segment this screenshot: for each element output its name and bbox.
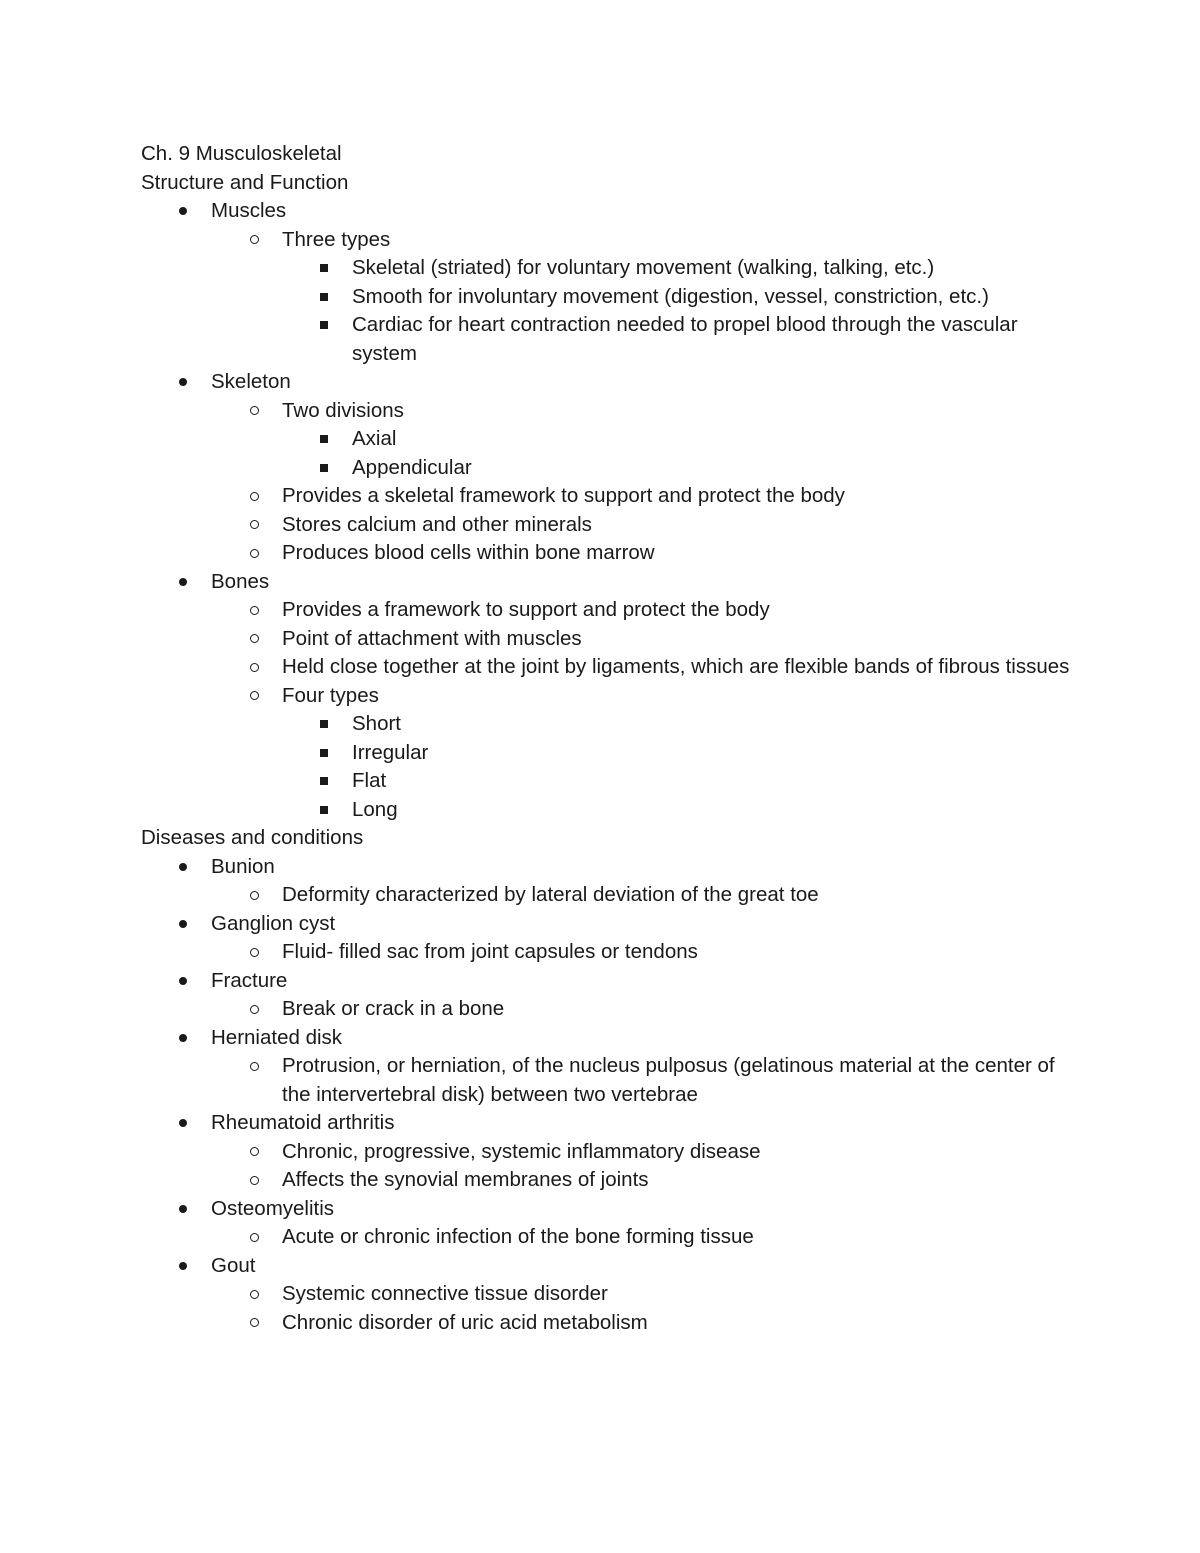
list-item-label: Point of attachment with muscles (282, 626, 582, 650)
bullet-square-icon (316, 254, 332, 283)
bullet-disc-icon (175, 197, 191, 226)
list-item (141, 197, 1081, 226)
list-item-label: Axial (352, 427, 397, 450)
bullet-square-icon (316, 767, 332, 796)
list-item (141, 625, 1081, 654)
bullet-circle-icon (246, 625, 262, 654)
bullet-circle-icon (246, 1138, 262, 1167)
list-item-label: Produces blood cells within bone marrow (282, 541, 655, 564)
list-item (141, 1280, 1081, 1309)
list-item-label: Ganglion cyst (211, 911, 336, 935)
list-item (141, 710, 1081, 739)
list-item-label: Rheumatoid arthritis (211, 1111, 395, 1134)
list-item (141, 226, 1081, 255)
bullet-square-icon (316, 739, 332, 768)
list-item-label: Herniated disk (211, 1025, 343, 1049)
list-item-label: Fluid- filled sac from joint capsules or tendons (282, 940, 698, 963)
list-item-label: Two divisions (282, 398, 404, 422)
list-item-label: Flat (352, 769, 387, 792)
list-item (141, 1252, 1081, 1281)
bullet-disc-icon (175, 910, 191, 939)
list-item-label: Affects the synovial membranes of joints (282, 1168, 649, 1191)
list-item (141, 254, 1081, 283)
list-item-label: Osteomyelitis (211, 1196, 335, 1220)
list-item-label: Deformity characterized by lateral deviation of the great toe (282, 883, 819, 906)
bullet-disc-icon (175, 967, 191, 996)
list-item-label: Muscles (211, 199, 287, 222)
bullet-circle-icon (246, 226, 262, 255)
bullet-disc-icon (175, 568, 191, 597)
bullet-disc-icon (175, 1195, 191, 1224)
list-item (141, 767, 1081, 796)
list-item (141, 511, 1081, 540)
list-item (141, 1166, 1081, 1195)
bullet-disc-icon (175, 1252, 191, 1281)
list-item (141, 910, 1081, 939)
bullet-circle-icon (246, 653, 262, 682)
list-item (141, 739, 1081, 768)
bullet-circle-icon (246, 881, 262, 910)
list-item-label: Stores calcium and other minerals (282, 512, 592, 536)
list-item-label: Gout (211, 1253, 256, 1277)
list-item (141, 482, 1081, 511)
list-item (141, 653, 1081, 682)
list-item (141, 311, 1081, 368)
list-item-label: Irregular (352, 740, 429, 764)
list-item-label: Cardiac for heart contraction needed to propel blood through the vascular system (352, 313, 1018, 365)
list-item (141, 995, 1081, 1024)
list-item (141, 1024, 1081, 1053)
list-item-label: Provides a skeletal framework to support and protect the body (282, 484, 845, 507)
bullet-circle-icon (246, 1052, 262, 1081)
list-item (141, 796, 1081, 825)
list-item (141, 853, 1081, 882)
list-item (141, 938, 1081, 967)
list-item (141, 1109, 1081, 1138)
bullet-circle-icon (246, 511, 262, 540)
list-item (141, 881, 1081, 910)
list-item (141, 454, 1081, 483)
list-item (141, 596, 1081, 625)
bullet-square-icon (316, 283, 332, 312)
list-item-label: Skeleton (211, 370, 291, 393)
bullet-circle-icon (246, 995, 262, 1024)
section-heading: Structure and Function (141, 170, 349, 194)
document-title: Ch. 9 Musculoskeletal (141, 142, 342, 165)
bullet-disc-icon (175, 1024, 191, 1053)
list-item (141, 425, 1081, 454)
list-item-label: Fracture (211, 968, 288, 992)
section-heading: Diseases and conditions (141, 826, 364, 849)
list-item-label: Bunion (211, 854, 275, 878)
bullet-square-icon (316, 425, 332, 454)
list-item (141, 283, 1081, 312)
bullet-square-icon (316, 454, 332, 483)
list-item-label: Skeletal (striated) for voluntary movement (walking, talking, etc.) (352, 256, 935, 279)
list-item (141, 1138, 1081, 1167)
list-item-label: Bones (211, 569, 270, 593)
bullet-circle-icon (246, 682, 262, 711)
bullet-circle-icon (246, 1280, 262, 1309)
bullet-square-icon (316, 796, 332, 825)
bullet-circle-icon (246, 397, 262, 426)
list-item-label: Acute or chronic infection of the bone forming tissue (282, 1225, 754, 1248)
list-item-label: Held close together at the joint by ligaments, which are flexible bands of fibrous tissues (282, 655, 1070, 678)
list-item-label: Chronic disorder of uric acid metabolism (282, 1310, 648, 1334)
list-item (141, 397, 1081, 426)
list-item-label: Appendicular (352, 455, 472, 479)
bullet-circle-icon (246, 482, 262, 511)
list-item (141, 1309, 1081, 1338)
bullet-circle-icon (246, 938, 262, 967)
list-item-label: Chronic, progressive, systemic inflammatory disease (282, 1139, 761, 1163)
list-item-label: Four types (282, 683, 379, 707)
list-item-label: Three types (282, 227, 391, 251)
bullet-disc-icon (175, 1109, 191, 1138)
bullet-square-icon (316, 710, 332, 739)
bullet-circle-icon (246, 596, 262, 625)
list-item-label: Short (352, 712, 401, 735)
list-item-label: Long (352, 797, 398, 821)
bullet-square-icon (316, 311, 332, 340)
list-item (141, 1052, 1081, 1109)
list-item-label: Systemic connective tissue disorder (282, 1282, 608, 1305)
list-item-label: Smooth for involuntary movement (digestion, vessel, constriction, etc.) (352, 284, 989, 308)
bullet-circle-icon (246, 539, 262, 568)
bullet-circle-icon (246, 1223, 262, 1252)
list-item (141, 539, 1081, 568)
list-item (141, 967, 1081, 996)
bullet-circle-icon (246, 1166, 262, 1195)
bullet-disc-icon (175, 853, 191, 882)
list-item (141, 368, 1081, 397)
list-item-label: Protrusion, or herniation, of the nucleus pulposus (gelatinous material at the center of the intervertebral disk) between two vertebrae (282, 1054, 1055, 1106)
list-item (141, 1223, 1081, 1252)
bullet-circle-icon (246, 1309, 262, 1338)
list-item (141, 1195, 1081, 1224)
list-item-label: Provides a framework to support and protect the body (282, 598, 770, 621)
bullet-disc-icon (175, 368, 191, 397)
list-item (141, 682, 1081, 711)
document-content (141, 140, 1081, 1337)
list-item (141, 568, 1081, 597)
list-item-label: Break or crack in a bone (282, 997, 505, 1020)
